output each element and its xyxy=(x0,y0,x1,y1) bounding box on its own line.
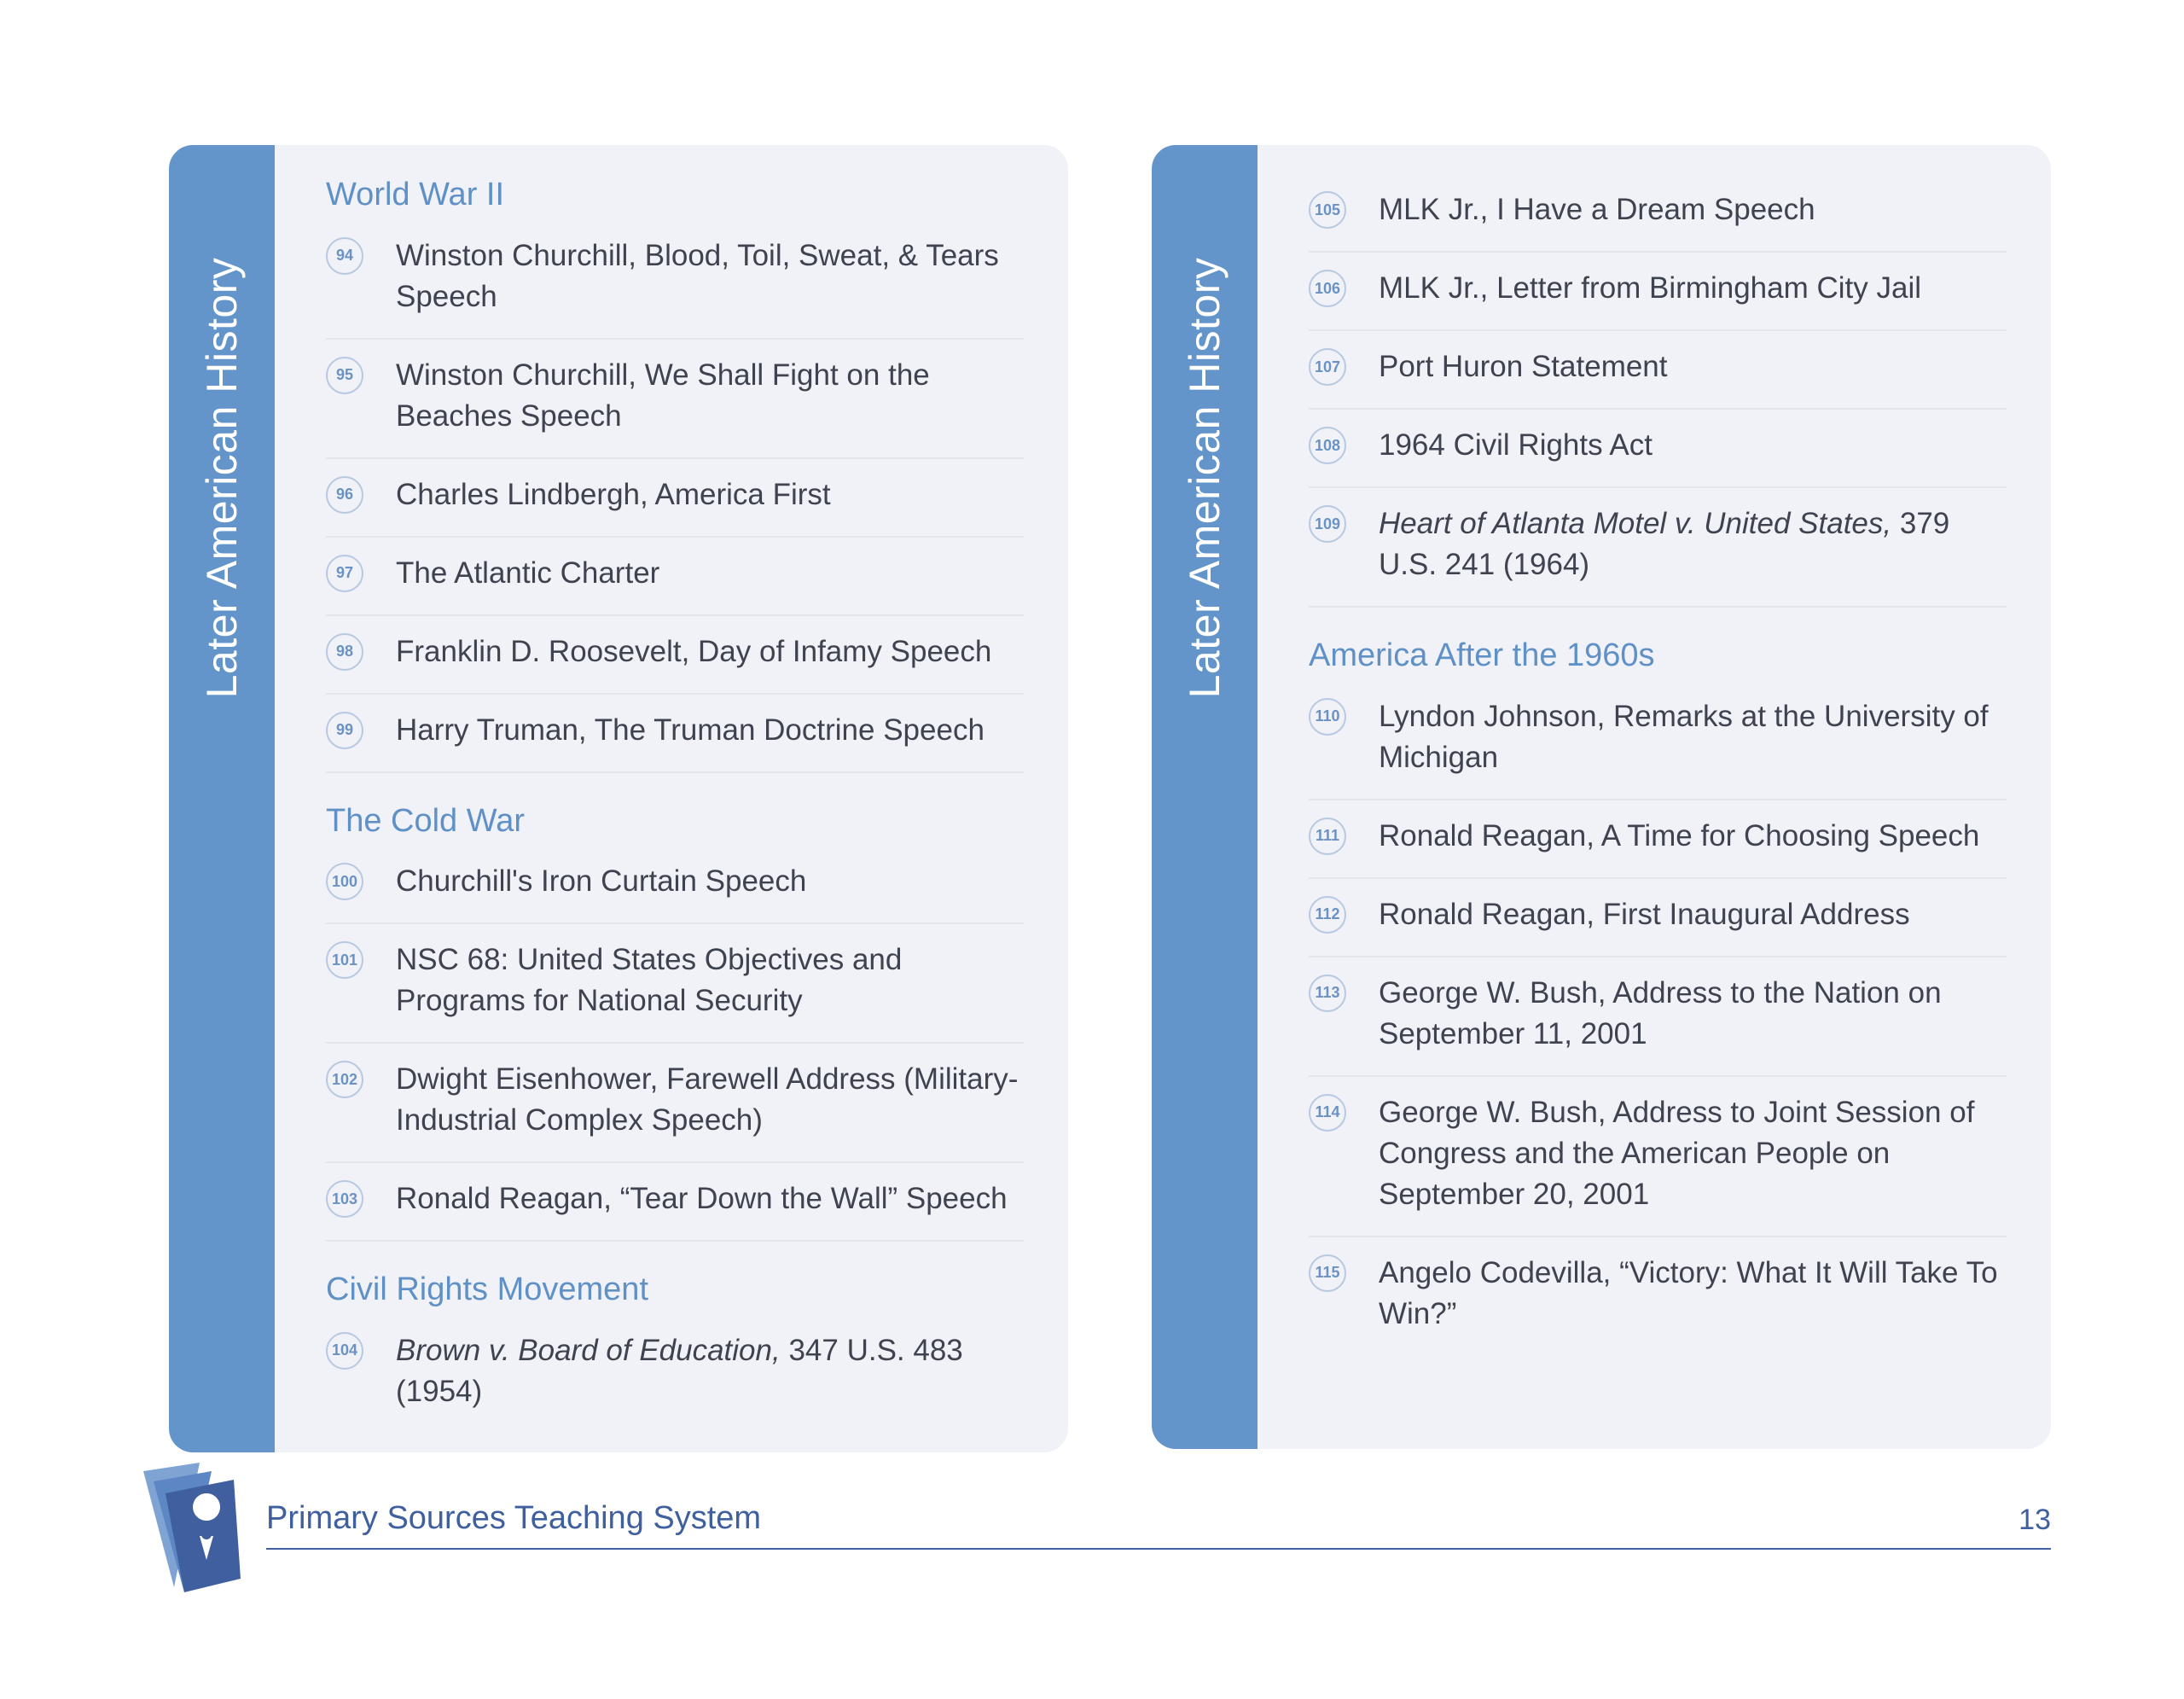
item-title: Lyndon Johnson, Remarks at the University of Michigan xyxy=(1379,699,1989,774)
item-number-badge: 114 xyxy=(1309,1094,1346,1132)
list-item[interactable] xyxy=(326,1044,1024,1163)
item-title: Charles Lindbergh, America First xyxy=(396,477,831,511)
list-item[interactable] xyxy=(326,695,1024,773)
item-number-badge: 107 xyxy=(1309,348,1346,386)
contents-list-left xyxy=(326,176,1024,1433)
item-title: Dwight Eisenhower, Farewell Address (Military-Industrial Complex Speech) xyxy=(396,1062,1019,1138)
item-number-badge: 94 xyxy=(326,237,363,275)
item-title: George W. Bush, Address to Joint Session of Congress and the American People on September 20, 2001 xyxy=(1379,1095,1975,1211)
contents-panel-left xyxy=(169,145,1068,1452)
list-item[interactable] xyxy=(326,856,1024,924)
item-title: Franklin D. Roosevelt, Day of Infamy Speech xyxy=(396,634,992,668)
list-item[interactable] xyxy=(1309,253,2007,331)
footer-divider xyxy=(266,1548,2051,1550)
item-number-badge: 95 xyxy=(326,357,363,394)
list-item[interactable] xyxy=(326,230,1024,340)
list-item[interactable] xyxy=(1309,957,2007,1077)
item-number-badge: 106 xyxy=(1309,270,1346,307)
brand-logo-icon xyxy=(140,1459,251,1596)
item-number-badge: 100 xyxy=(326,863,363,900)
item-number-badge: 104 xyxy=(326,1332,363,1370)
item-number-badge: 108 xyxy=(1309,427,1346,464)
section-title: America After the 1960s xyxy=(1309,637,1655,673)
item-number-badge: 103 xyxy=(326,1180,363,1218)
item-number-badge: 105 xyxy=(1309,191,1346,229)
list-item[interactable] xyxy=(1309,184,2007,253)
item-number-badge: 102 xyxy=(326,1061,363,1098)
item-title: George W. Bush, Address to the Nation on September 11, 2001 xyxy=(1379,975,1942,1050)
item-number-badge: 96 xyxy=(326,476,363,514)
item-number-badge: 109 xyxy=(1309,505,1346,543)
page-number: 13 xyxy=(2018,1504,2051,1536)
item-number-badge: 97 xyxy=(326,555,363,592)
item-title: Port Huron Statement xyxy=(1379,350,1668,383)
list-item[interactable] xyxy=(1309,410,2007,488)
list-item[interactable] xyxy=(326,538,1024,616)
item-title: Ronald Reagan, “Tear Down the Wall” Speech xyxy=(396,1182,1008,1216)
item-number-badge: 113 xyxy=(1309,975,1346,1012)
item-title: Ronald Reagan, First Inaugural Address xyxy=(1379,897,1910,931)
section-items xyxy=(326,230,1024,773)
item-number-badge: 115 xyxy=(1309,1254,1346,1292)
section-items xyxy=(326,1325,1024,1433)
item-title: MLK Jr., Letter from Birmingham City Jail xyxy=(1379,271,1921,305)
list-item[interactable] xyxy=(1309,879,2007,957)
list-item[interactable] xyxy=(1309,800,2007,879)
case-name: Heart of Atlanta Motel v. United States, xyxy=(1379,507,1892,540)
section-title: Civil Rights Movement xyxy=(326,1271,648,1308)
item-title: MLK Jr., I Have a Dream Speech xyxy=(1379,193,1815,226)
item-title: NSC 68: United States Objectives and Programs for National Security xyxy=(396,943,903,1018)
list-item[interactable] xyxy=(1309,1077,2007,1237)
item-title: 1964 Civil Rights Act xyxy=(1379,428,1653,462)
list-item[interactable] xyxy=(326,616,1024,695)
list-item[interactable] xyxy=(1309,691,2007,800)
item-number-badge: 111 xyxy=(1309,817,1346,855)
item-title: Winston Churchill, We Shall Fight on the Beaches Speech xyxy=(396,358,930,433)
contents-list-right xyxy=(1309,184,2007,1355)
item-title: Winston Churchill, Blood, Toil, Sweat, & Tears Speech xyxy=(396,238,999,313)
list-item[interactable] xyxy=(1309,488,2007,608)
item-number-badge: 98 xyxy=(326,633,363,671)
case-name: Brown v. Board of Education, xyxy=(396,1333,781,1367)
list-item[interactable] xyxy=(1309,1237,2007,1355)
item-title: Ronald Reagan, A Time for Choosing Speech xyxy=(1379,818,1980,852)
list-item[interactable] xyxy=(326,1325,1024,1433)
list-item[interactable] xyxy=(326,1163,1024,1242)
section-items xyxy=(1309,184,2007,608)
item-number-badge: 99 xyxy=(326,712,363,749)
spine-label: Later American History xyxy=(198,257,246,699)
footer-title: Primary Sources Teaching System xyxy=(266,1500,762,1536)
item-title: The Atlantic Charter xyxy=(396,556,660,590)
panel-spine xyxy=(1152,145,1258,1449)
item-number-badge: 110 xyxy=(1309,698,1346,736)
item-number-badge: 101 xyxy=(326,941,363,979)
item-number-badge: 112 xyxy=(1309,896,1346,934)
case-citation: 379 U.S. 241 (1964) xyxy=(1379,507,1950,581)
item-title: Harry Truman, The Truman Doctrine Speech xyxy=(396,713,985,747)
item-title: Angelo Codevilla, “Victory: What It Will Take To Win?” xyxy=(1379,1255,1998,1330)
section-items xyxy=(326,856,1024,1242)
section-title: The Cold War xyxy=(326,802,525,839)
case-citation: 347 U.S. 483 (1954) xyxy=(396,1333,963,1408)
list-item[interactable] xyxy=(326,340,1024,459)
panel-spine xyxy=(169,145,275,1452)
item-title xyxy=(396,1330,1024,1412)
contents-panel-right xyxy=(1152,145,2051,1449)
list-item[interactable] xyxy=(326,459,1024,538)
section-items xyxy=(1309,691,2007,1355)
list-item[interactable] xyxy=(326,924,1024,1044)
section-title: World War II xyxy=(326,177,505,212)
spine-label: Later American History xyxy=(1181,257,1228,699)
item-title: Churchill's Iron Curtain Speech xyxy=(396,864,807,899)
item-title xyxy=(1379,503,2007,585)
list-item[interactable] xyxy=(1309,331,2007,410)
